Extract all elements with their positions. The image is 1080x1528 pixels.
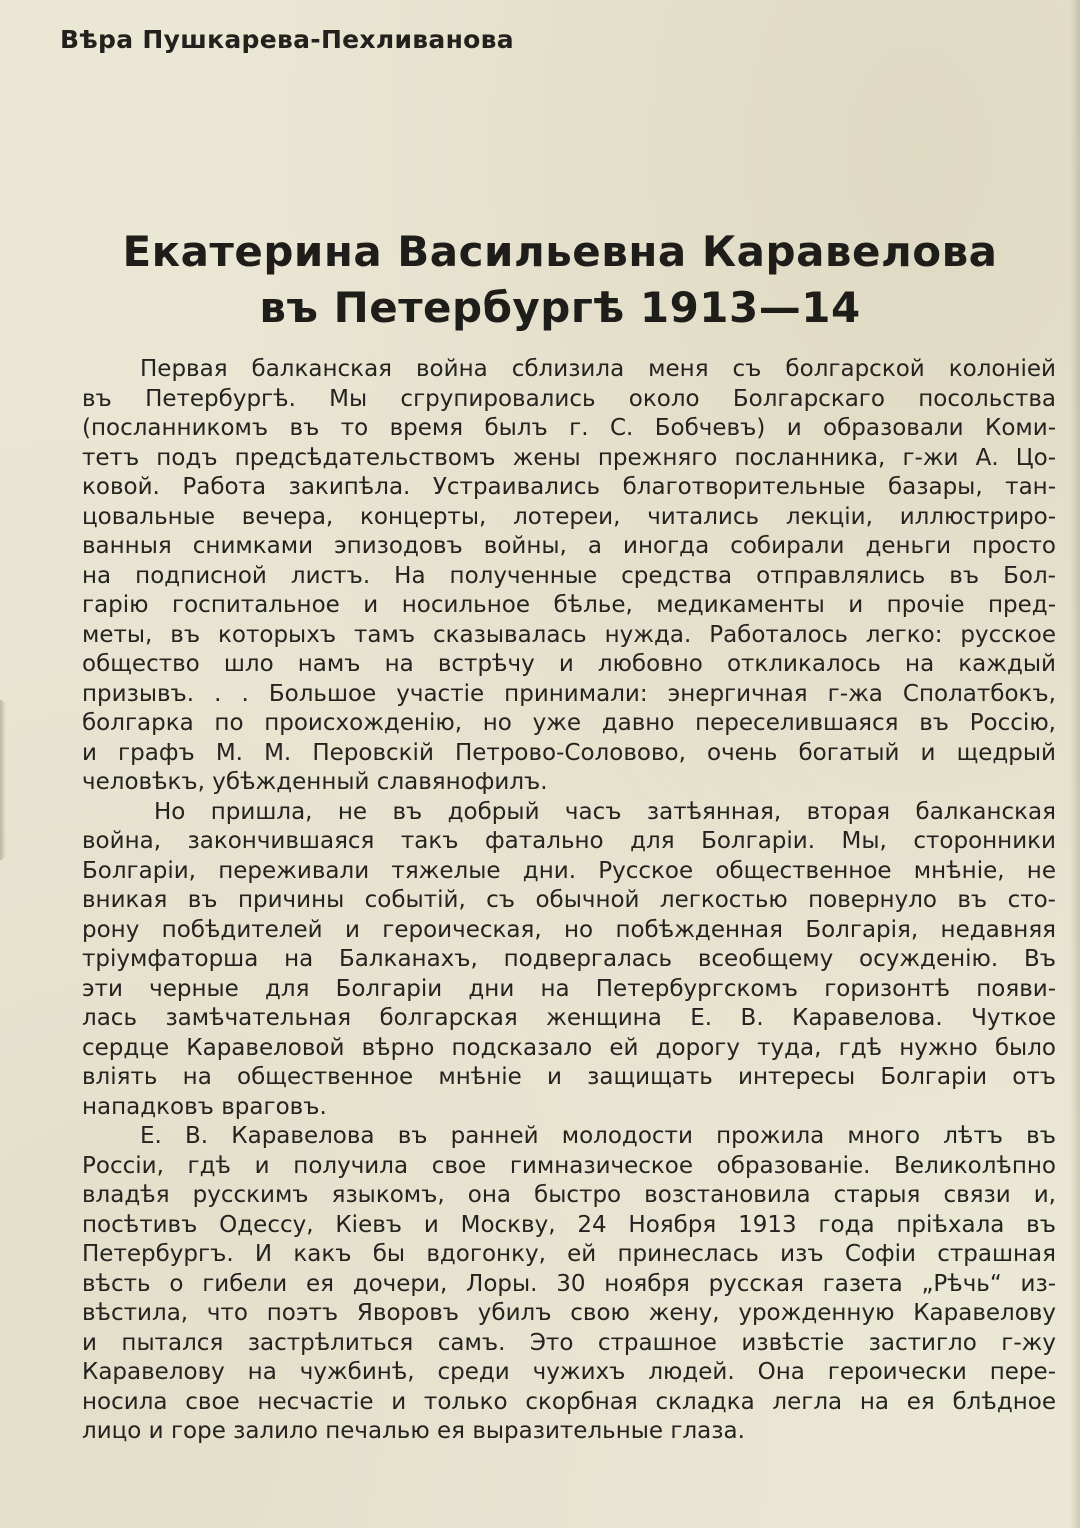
text-line: носила свое несчастіе и только скорбная складка легла на ея блѣдное [82, 1388, 1056, 1415]
text-line: и графъ М. М. Перовскій Петрово-Соловово, очень богатый и щедрый [82, 739, 1056, 766]
text-line: Россіи, гдѣ и получила свое гимназическое образованіе. Великолѣпно [82, 1152, 1056, 1179]
text-line: общество шло намъ на встрѣчу и любовно откликалось на каждый [82, 651, 1056, 677]
text-line: лась замѣчательная болгарская женщина Е. В. Каравелова. Чуткое [82, 1005, 1056, 1031]
text-line: нападковъ враговъ. [82, 1093, 327, 1120]
text-line: Е. В. Каравелова въ ранней молодости прожила много лѣтъ въ [140, 1123, 1056, 1149]
text-line: тріумфаторша на Балканахъ, подвергалась всеобщему осужденію. Въ [82, 946, 1056, 972]
page-shadow-left [0, 700, 6, 860]
text-line: ванныя снимками эпизодовъ войны, а иногда собирали деньги просто [82, 533, 1056, 559]
text-line: ковой. Работа закипѣла. Устраивались благотворительные базары, тан- [82, 474, 1056, 500]
paragraph [82, 1122, 1056, 1447]
text-line: человѣкъ, убѣжденный славянофилъ. [82, 769, 548, 795]
text-line: война, закончившаяся такъ фатально для Болгаріи. Мы, сторонники [82, 828, 1056, 854]
text-line: гарію госпитальное и носильное бѣлье, медикаменты и прочіе пред- [82, 592, 1056, 618]
article-title-line-1: Екатерина Васильевна Каравелова [122, 227, 998, 276]
paragraph [82, 355, 1056, 798]
text-line: рону побѣдителей и героическая, но побѣжденная Болгарія, недавняя [82, 916, 1056, 943]
article-title [70, 224, 1050, 336]
text-line: посѣтивъ Одессу, Кіевъ и Москву, 24 Ноября 1913 года пріѣхала въ [82, 1211, 1056, 1238]
text-line: призывъ. . . Большое участіе принимали: энергичная г-жа Сполатбокъ, [82, 680, 1056, 707]
text-line: меты, въ которыхъ тамъ сказывалась нужда. Работалось легко: русское [82, 621, 1056, 648]
text-line: въ Петербургѣ. Мы сгрупировались около Болгарскаго посольства [82, 385, 1056, 412]
text-line: владѣя русскимъ языкомъ, она быстро возстановила старыя связи и, [82, 1182, 1056, 1208]
text-line: цовальные вечера, концерты, лотереи, читались лекціи, иллюстриро- [82, 503, 1056, 530]
text-line: сердце Каравеловой вѣрно подсказало ей дорогу туда, гдѣ нужно было [82, 1034, 1056, 1061]
text-line: лицо и горе залило печалью ея выразительные глаза. [82, 1418, 745, 1444]
text-line: Но пришла, не въ добрый часъ затѣянная, вторая балканская [154, 798, 1056, 825]
text-line: на подписной листъ. На полученные средства отправлялись въ Бол- [82, 562, 1056, 589]
article-title-line-2: въ Петербургѣ 1913—14 [259, 283, 861, 332]
article-body [82, 355, 1056, 1447]
text-line: и пытался застрѣлиться самъ. Это страшное извѣстіе застигло г-жу [82, 1329, 1056, 1356]
text-line: вліять на общественное мнѣніе и защищать интересы Болгаріи отъ [82, 1064, 1056, 1090]
text-line: Петербургъ. И какъ бы вдогонку, ей принеслась изъ Софіи страшная [82, 1241, 1056, 1267]
text-line: Каравелову на чужбинѣ, среди чужихъ людей. Она героически пере- [82, 1359, 1056, 1385]
text-line: эти черные для Болгаріи дни на Петербургскомъ горизонтѣ появи- [82, 975, 1056, 1002]
text-line: Первая балканская война сблизила меня съ болгарской колоніей [140, 356, 1056, 382]
text-line: вѣсть о гибели ея дочери, Лоры. 30 ноября русская газета „Рѣчь“ из- [82, 1270, 1056, 1297]
text-line: (посланникомъ въ то время былъ г. С. Бобчевъ) и образовали Коми- [82, 415, 1056, 441]
paragraph [82, 798, 1056, 1123]
text-line: тетъ подъ предсѣдательствомъ жены прежняго посланника, г-жи А. Цо- [82, 444, 1056, 471]
text-line: вникая въ причины событій, съ обычной легкостью повернуло въ сто- [82, 887, 1056, 913]
text-line: Болгаріи, переживали тяжелые дни. Русское общественное мнѣніе, не [82, 857, 1056, 884]
running-header-author: Вѣра Пушкарева-Пехливанова [60, 25, 514, 54]
text-line: болгарка по происхожденію, но уже давно переселившаяся въ Россію, [82, 710, 1056, 736]
page-shadow-right [1070, 0, 1080, 1528]
text-line: вѣстила, что поэтъ Яворовъ убилъ свою жену, урожденную Каравелову [82, 1300, 1056, 1326]
